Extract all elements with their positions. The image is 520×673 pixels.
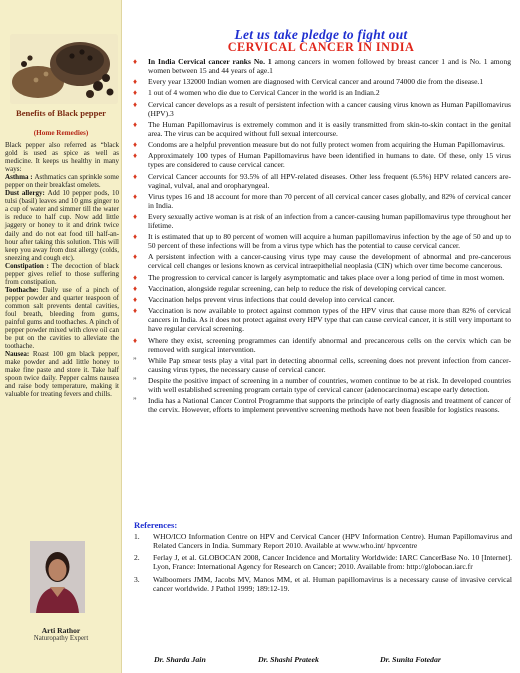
diamond-bullet-icon: ♦ [133,283,138,293]
sidebar-paragraph [5,189,119,261]
diamond-bullet-icon: ♦ [133,119,138,129]
reference-item [134,553,512,571]
sidebar-paragraph [5,173,119,189]
paragraph-lead: Toothache: [5,285,43,294]
paragraph-text: The decoction of black pepper gives relief to those suffering from constipation. [5,261,120,286]
paragraph-text: Asthmatics can sprinkle some pepper on their breakfast omelets. [5,173,119,190]
diamond-bullet-icon: ♦ [133,272,138,282]
author-signature: Dr. Shashi Prateek [258,655,319,664]
fact-item [131,306,511,333]
diamond-bullet-icon: ♦ [133,77,138,87]
diamond-bullet-icon: ♦ [133,140,138,150]
quote-bullet-icon: ” [133,355,137,365]
fact-text: Condoms are a helpful prevention measure but do not fully protect women from acquiring the Human Papillomavirus. [148,140,505,150]
fact-item [131,336,511,354]
headline-cervical-cancer: CERVICAL CANCER IN INDIA [227,40,415,54]
fact-item [131,212,511,230]
diamond-bullet-icon: ♦ [133,232,138,242]
fact-item [131,396,511,414]
fact-item [131,57,511,75]
sidebar-paragraph [5,141,119,173]
fact-item [131,284,511,293]
diamond-bullet-icon: ♦ [133,295,138,305]
reference-text: Ferlay J, et al. GLOBOCAN 2008, Cancer Incidence and Mortality Worldwide: IARC CancerBase No. 10 [Internet]. Lyon, France: International Agency for Research on Cancer; 2010. Available from: http://globocan.iarc.fr [153,553,512,572]
reference-text: Walboomers JMM, Jacobs MV, Manos MM, et al. Human papillomavirus is a necessary cause of invasive cervical cancer worldwide. J Pathol 1999; 189:12-19. [153,574,512,593]
fact-text: The progression to cervical cancer is largely asymptomatic and takes place over a long period of time in most women. [148,272,505,282]
fact-text: 1 out of 4 women who die due to Cervical Cancer in the world is an Indian.2 [148,88,380,98]
sidebar-title: Benefits of Black pepper [16,108,106,118]
fact-item [131,273,511,282]
fact-item [131,77,511,86]
paragraph-lead: Constipation : [5,261,52,270]
fact-text: Virus types 16 and 18 account for more than 70 percent of all cervical cancer cases globally, and 82% of cervical cancer in India. [148,191,511,210]
references-heading: References: [134,520,178,530]
fact-text: Every year 132000 Indian women are diagnosed with Cervical cancer and around 74000 die from the disease.1 [148,77,484,87]
diamond-bullet-icon: ♦ [133,171,138,181]
author-role: Naturopathy Expert [33,635,89,642]
references-list [134,532,512,596]
fact-text: Vaccination helps prevent virus infections that could develop into cervical cancer. [148,295,395,305]
author-photo [30,541,85,613]
sidebar-paragraph [5,262,119,286]
reference-text: WHO/ICO Information Centre on HPV and Cervical Cancer (HPV Information Centre). Human Papillomavirus and Related Cancers in India. Summary Report 2010. Available at www.who.int/ hpvcentre [153,532,512,551]
fact-text: Despite the positive impact of screening in a number of countries, women continue to be at risk. In developed countries with well established screening program certain type of cervical cancer (adenocarcinoma) escape early detection. [148,375,511,395]
diamond-bullet-icon: ♦ [133,211,138,221]
paragraph-text: Roast 100 gm black pepper, make powder and add little honey to make fine paste and store it. Take half spoon twice daily. Pepper calms nausea and raise body temperature, making it valuable for treating fevers and chills. [5,350,119,399]
fact-item [131,88,511,97]
paragraph-lead: Dust allergy: [5,189,48,198]
reference-item [134,575,512,593]
paragraph-text: Black pepper also referred as “black gold is used as spice as well as medicine. It keeps us healthy in many ways: [5,141,119,174]
facts-list [131,57,511,416]
paragraph-lead: Nausea: [5,350,33,359]
reference-number: 2. [134,553,140,563]
authors-line [122,655,520,667]
fact-item [131,356,511,374]
diamond-bullet-icon: ♦ [133,151,138,161]
diamond-bullet-icon: ♦ [133,57,138,66]
fact-item [131,120,511,138]
author-name: Arti Rathor [41,626,81,635]
reference-item [134,532,512,550]
fact-text: Vaccination is now available to protect against common types of the HPV virus that cause more than 82% of cervical cancers in India. As it does not protect against every HPV type that can cause cervical cancer, it is still very important to have regular cervical screening. [148,306,511,334]
diamond-bullet-icon: ♦ [133,191,138,201]
diamond-bullet-icon: ♦ [133,306,138,316]
diamond-bullet-icon: ♦ [133,335,138,345]
fact-text: Vaccination, alongside regular screening, can help to reduce the risk of developing cervical cancer. [148,283,446,293]
sidebar-body [5,141,119,399]
fact-text: India has a National Cancer Control Programme that supports the principle of early diagnosis and treatment of cancer of the cervix. However, efforts to implement preventive screening methods have not been feasible for logistics reasons. [148,396,511,415]
headline-pledge: Let us take pledge to fight out [234,27,408,42]
diamond-bullet-icon: ♦ [133,88,138,98]
fact-item [131,140,511,149]
fact-item [131,172,511,190]
paragraph-lead: Asthma : [5,173,35,182]
fact-text: among cancers in women followed by breast cancer 1 and is No. 1 among women between 15 and 44 years of age.1 [148,57,512,76]
sidebar-paragraph [5,350,119,398]
sidebar-subtitle: (Home Remedies) [33,129,89,137]
fact-text: Every sexually active woman is at risk of an infection from a cancer-causing human papillomavirus type throughout her lifetime. [148,211,511,231]
reference-number: 1. [134,532,140,541]
fact-text: It is estimated that up to 80 percent of women will acquire a human papillomavirus infection by the age of 50 and up to 50 percent of these infections will be from a virus type which has the potential to cause cervical cancer. [148,232,511,251]
fact-item [131,252,511,270]
home-remedies-sidebar [0,0,122,673]
fact-text: Approximately 100 types of Human Papillomavirus have been identified in humans to date. Of these, only 15 virus types are considered to cause cervical cancer. [148,151,511,170]
fact-item [131,100,511,118]
reference-number: 3. [134,574,140,584]
fact-text: A persistent infection with a cancer-causing virus type may cause the development of abnormal and pre-cancerous cervical cell changes or lesions known as cervical intraepithelial neoplasia (CIN) which over time become cancerous. [148,252,511,271]
quote-bullet-icon: ” [133,396,137,406]
paragraph-text: Add 10 pepper pods, 10 tulsi (basil) leaves and 10 gms ginger to a cup of water and simmer till the water is reduce to half cup. Now add little jaggery or honey to it and drink twice daily and do not eat food till half-an-hour after taking this solution. This will keep you away from dust allergy (colds, sneezing and cough etc). [5,189,119,262]
fact-text: Cervical cancer develops as a result of persistent infection with a cancer causing virus known as Human Papillomavirus (HPV).3 [148,99,511,118]
fact-item [131,232,511,250]
author-signature: Dr. Sunita Fotedar [380,655,441,664]
sidebar-paragraph [5,286,119,350]
quote-bullet-icon: ” [133,375,137,385]
fact-item [131,192,511,210]
fact-text: Cervical Cancer accounts for 93.5% of all HPV-related diseases. Other less frequent (6.5%) HPV related cancers are- vaginal, vulval, anal and oropharyngeal. [148,171,511,190]
diamond-bullet-icon: ♦ [133,99,138,109]
author-signature: Dr. Sharda Jain [154,655,206,664]
paragraph-text: Daily use of a pinch of pepper powder and quarter teaspoon of common salt prevents dental cavities, foul breath, bleeding from gums, painful gums and toothaches. A pinch of pepper powder mixed with clove oil can be put on the cavities to alleviate the toothache. [5,285,119,351]
black-pepper-photo [10,34,118,104]
fact-text: Where they exist, screening programmes can identify abnormal and precancerous cells on the cervix which can be removed with surgical intervention. [148,335,511,354]
fact-text: The Human Papillomavirus is extremely common and it is easily transmitted from skin-to-skin contact in the genital area. The virus can be acquired without full sexual intercourse. [148,119,511,138]
diamond-bullet-icon: ♦ [133,252,138,262]
fact-lead: In India Cervical cancer ranks No. 1 [148,57,272,66]
fact-item [131,295,511,304]
fact-text: While Pap smear tests play a vital part in detecting abnormal cells, screening does not prevent infection from cancer-causing virus types, the necessary cause of cervical cancer. [148,355,511,374]
fact-item [131,376,511,394]
fact-item [131,151,511,169]
